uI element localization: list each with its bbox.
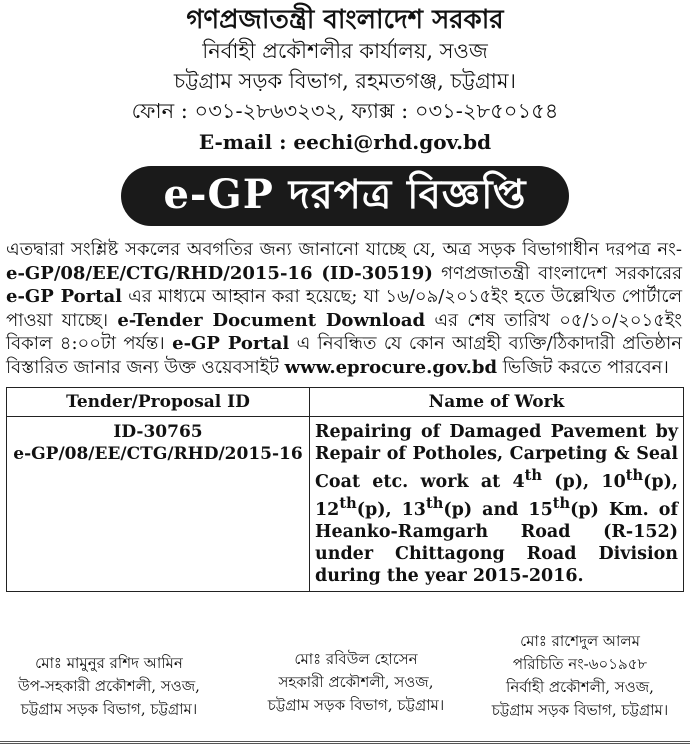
tender-id: ID-30765 xyxy=(113,422,203,442)
email-address: E-mail : eechi@rhd.gov.bd xyxy=(198,130,492,154)
signatory-3 xyxy=(474,630,686,722)
work-text-b: (p), 10 xyxy=(542,471,626,492)
signatory-title: উপ-সহকারী প্রকৌশলী, সওজ, xyxy=(18,677,200,695)
signatory-name: মোঃ রাশেদুল আলম xyxy=(520,632,640,650)
sup-th: th xyxy=(552,494,571,512)
sup-th: th xyxy=(625,467,644,484)
notice-text-3: এর মাধ্যমে আহ্বান করা হয়েছে; যা ১৬/০৯/২০১৫ইং হতে উল্লেখিত পোর্টালে পাওয়া যাচ্ছে। xyxy=(6,286,682,331)
work-text-c: (p), 12 xyxy=(315,471,678,520)
notice-text-1: এতদ্বারা সংশ্লিষ্ট সকলের অবগতির জন্য জানানো যাচ্ছে যে, অত্র সড়ক বিভাগাধীন দরপত্র নং- xyxy=(6,239,682,260)
banner-title: e-GP দরপত্র বিজ্ঞপ্তি xyxy=(163,170,527,218)
sup-th: th xyxy=(524,467,543,484)
signatory-office: চট্টগ্রাম সড়ক বিভাগ, চট্টগ্রাম। xyxy=(267,696,445,714)
table-header-row xyxy=(7,388,684,417)
signatory-name: মোঃ রবিউল হোসেন xyxy=(294,650,418,668)
office-name: নির্বাহী প্রকৌশলীর কার্যালয়, সওজ xyxy=(202,39,488,63)
government-name: গণপ্রজাতন্ত্রী বাংলাদেশ সরকার xyxy=(186,5,504,35)
notice-paragraph xyxy=(6,238,682,379)
signatory-name: মোঃ মামুনুর রশিদ আমিন xyxy=(35,654,183,672)
table-row xyxy=(7,417,684,592)
portal-name: e-GP Portal xyxy=(6,286,122,307)
work-text-e: (p) and 15 xyxy=(443,499,553,520)
phone-fax: ফোন : ০৩১-২৮৬৩২৩২, ফ্যাক্স : ০৩১-২৮৫০১৫৪ xyxy=(131,99,559,123)
signatory-id: পরিচিতি নং-৬০১৯৫৮ xyxy=(512,655,648,673)
work-description-cell xyxy=(310,417,684,592)
notice-text-5: এ নিবন্ধিত যে কোন আগ্রহী ব্যক্তি/ঠিকাদারী প্রতিষ্ঠান বিস্তারিত জানার জন্য উক্ত ওয়েবসাইট xyxy=(6,333,682,378)
signatory-title: সহকারী প্রকৌশলী, সওজ, xyxy=(278,673,434,691)
column-header-id: Tender/Proposal ID xyxy=(7,388,310,417)
sup-th: th xyxy=(425,494,444,512)
work-text-a: Repairing of Damaged Pavement by Repair of Potholes, Carpeting & Seal Coat etc. work at 4 xyxy=(315,422,678,492)
signatory-2 xyxy=(256,648,456,717)
notice-text-6: ভিজিট করতে পারবেন। xyxy=(497,356,669,378)
division-address: চট্টগ্রাম সড়ক বিভাগ, রহমতগঞ্জ, চট্টগ্রাম। xyxy=(173,69,517,93)
letterhead xyxy=(0,4,690,156)
work-text-d: (p), 13 xyxy=(356,499,426,520)
signature-block xyxy=(0,630,690,722)
work-text-f: (p) Km. of Heanko-Ramgarh Road (R-152) under Chittagong Road Division during the year 2015-2016. xyxy=(315,499,678,586)
tender-id-cell xyxy=(7,417,310,592)
signatory-office: চট্টগ্রাম সড়ক বিভাগ, চট্টগ্রাম। xyxy=(491,701,669,719)
tender-ref: e-GP/08/EE/CTG/RHD/2015-16 xyxy=(13,444,303,464)
signatory-office: চট্টগ্রাম সড়ক বিভাগ, চট্টগ্রাম। xyxy=(20,700,198,718)
document-download: e-Tender Document Download xyxy=(117,309,426,331)
notice-text-4: এর শেষ তারিখ ০৫/১০/২০১৫ইং বিকাল ৪:০০টা পর্যন্ত। xyxy=(6,309,682,354)
signatory-1 xyxy=(4,652,214,721)
tender-reference: e-GP/08/EE/CTG/RHD/2015-16 (ID-30519) xyxy=(6,262,433,284)
notice-banner xyxy=(121,166,569,226)
sup-th: th xyxy=(339,494,357,512)
tender-table xyxy=(6,387,684,592)
column-header-work: Name of Work xyxy=(310,388,684,417)
portal-name-2: e-GP Portal xyxy=(172,333,290,354)
bottom-divider xyxy=(0,741,690,749)
notice-text-2: গণপ্রজাতন্ত্রী বাংলাদেশ সরকারের xyxy=(432,262,683,284)
website-link[interactable]: www.eprocure.gov.bd xyxy=(284,356,498,378)
signatory-title: নির্বাহী প্রকৌশলী, সওজ, xyxy=(506,678,654,696)
